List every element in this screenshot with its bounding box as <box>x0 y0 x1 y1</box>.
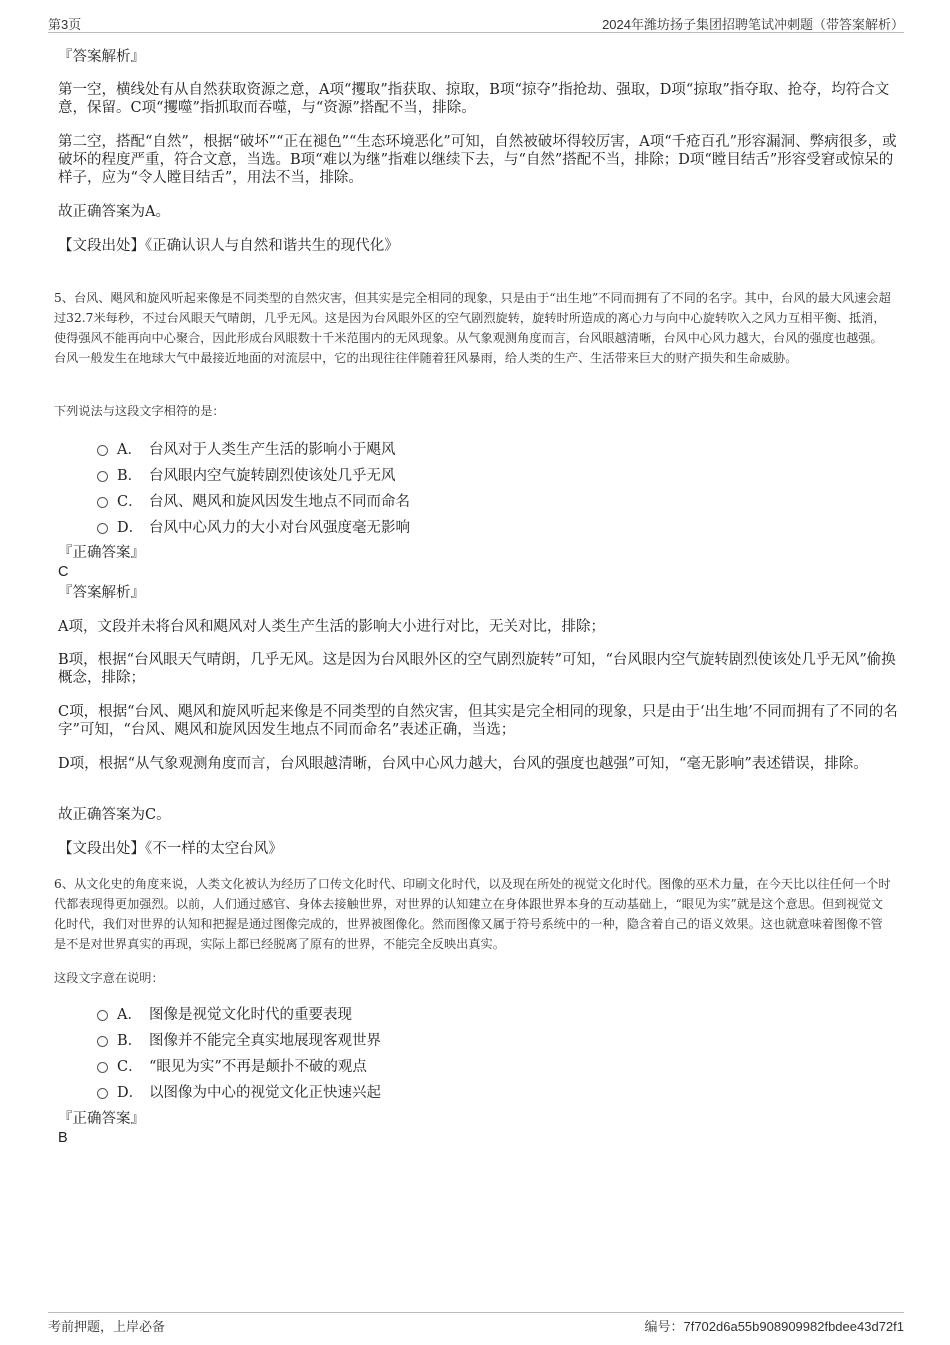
q6-prompt: 这段文字意在说明： <box>54 971 164 985</box>
q6-stem: 6、从文化史的角度来说，人类文化被认为经历了口传文化时代、印刷文化时代，以及现在所处的视觉文化时代。图像的巫术力量，在今天比以往任何一个时代都表现得更加强烈。以前，人们通过感官、身体去接触世界，对世界的认知建立在身体跟世界本身的互动基础上，“眼见为实”就是这个意思。但到视觉文化时代，我们对世界的认知和把握是通过图像完成的，世界被图像化。然而图像又属于符号系统中的一种，隐含着自己的语义效果。这也就意味着图像不管是不是对世界真实的再现，实际上都已经脱离了原有的世界，不能完全反映出真实。 <box>54 877 891 951</box>
q5-option-b[interactable]: B． 台风眼内空气旋转剧烈使该处几乎无风 <box>97 461 410 487</box>
q5-analysis-a: A项，文段并未将台风和飓风对人类生产生活的影响大小进行对比，无关对比，排除； <box>58 619 605 635</box>
prev-source: 【文段出处】《正确认识人与自然和谐共生的现代化》 <box>58 238 399 254</box>
q6-option-d[interactable]: D． 以图像为中心的视觉文化正快速兴起 <box>97 1078 381 1104</box>
prev-analysis-para1: 第一空，横线处有从自然获取资源之意，A项“攫取”指获取、掠取，B项“掠夺”指抢劫、强取，D项“掠取”指夺取、抢夺，均符合文意，保留。C项“攫噬”指抓取而吞噬，与“资源”搭配不当，排除。 <box>58 82 890 116</box>
q6-option-b[interactable]: B． 图像并不能完全真实地展现客观世界 <box>97 1026 381 1052</box>
radio-icon[interactable] <box>97 1010 108 1021</box>
footer-slogan: 考前押题，上岸必备 <box>48 1319 166 1334</box>
q6-options <box>97 1000 381 1104</box>
document-title: 2024年潍坊扬子集团招聘笔试冲刺题（带答案解析） <box>602 17 904 32</box>
page-header <box>48 12 904 33</box>
q5-analysis-d: D项，根据“从气象观测角度而言，台风眼越清晰，台风中心风力越大，台风的强度也越强”可知，“毫无影响”表述错误，排除。 <box>58 756 868 772</box>
q5-option-d[interactable]: D． 台风中心风力的大小对台风强度毫无影响 <box>97 513 410 539</box>
q5-analysis-b: B项，根据“台风眼天气晴朗，几乎无风。这是因为台风眼外区的空气剧烈旋转”可知，“台风眼内空气旋转剧烈使该处几乎无风”偷换概念，排除； <box>58 652 896 686</box>
radio-icon[interactable] <box>97 471 108 482</box>
radio-icon[interactable] <box>97 1036 108 1047</box>
q5-answer: C <box>58 564 69 580</box>
q6-option-c[interactable]: C． “眼见为实”不再是颠扑不破的观点 <box>97 1052 381 1078</box>
q5-option-a[interactable]: A． 台风对于人类生产生活的影响小于飓风 <box>97 435 410 461</box>
prev-conclusion: 故正确答案为A。 <box>58 204 170 220</box>
q5-options <box>97 435 410 539</box>
radio-icon[interactable] <box>97 497 108 508</box>
page-footer <box>48 1312 904 1333</box>
q5-analysis-label: 『答案解析』 <box>58 585 145 601</box>
radio-icon[interactable] <box>97 1062 108 1073</box>
q5-analysis-c: C项，根据“台风、飓风和旋风听起来像是不同类型的自然灾害，但其实是完全相同的现象，只是由于‘出生地’不同而拥有了不同的名字”可知，“台风、飓风和旋风因发生地点不同而命名”表述正确，当选； <box>58 704 898 738</box>
page-number: 第3页 <box>48 17 82 32</box>
document-id: 编号：7f702d6a55b908909982fbdee43d72f1 <box>644 1319 904 1334</box>
q5-answer-label: 『正确答案』 <box>58 545 145 561</box>
prev-analysis-label: 『答案解析』 <box>58 49 145 65</box>
q6-option-a[interactable]: A． 图像是视觉文化时代的重要表现 <box>97 1000 381 1026</box>
radio-icon[interactable] <box>97 1088 108 1099</box>
q5-stem: 5、台风、飓风和旋风听起来像是不同类型的自然灾害，但其实是完全相同的现象，只是由于“出生地”不同而拥有了不同的名字。其中，台风的最大风速会超过32.7米每秒，不过台风眼天气晴朗，几乎无风。这是因为台风眼外区的空气剧烈旋转，旋转时所造成的离心力与向中心旋转吹入之风力互相平衡、抵消，使得强风不能再向中心聚合，因此形成台风眼数十千米范围内的无风现象。从气象观测角度而言，台风眼越清晰，台风中心风力越大，台风的强度也越强。台风一般发生在地球大气中最接近地面的对流层中，它的出现往往伴随着狂风暴雨，给人类的生产、生活带来巨大的财产损失和生命威胁。 <box>54 291 891 365</box>
q5-option-c[interactable]: C． 台风、飓风和旋风因发生地点不同而命名 <box>97 487 410 513</box>
q5-prompt: 下列说法与这段文字相符的是： <box>54 404 225 418</box>
q6-answer: B <box>58 1130 68 1146</box>
q5-conclusion: 故正确答案为C。 <box>58 807 171 823</box>
q6-answer-label: 『正确答案』 <box>58 1111 145 1127</box>
q5-source: 【文段出处】《不一样的太空台风》 <box>58 841 283 857</box>
prev-analysis-para2: 第二空，搭配“自然”，根据“破坏”“正在褪色”“生态环境恶化”可知，自然被破坏得较厉害，A项“千疮百孔”形容漏洞、弊病很多，或破坏的程度严重，符合文意，当选。B项“难以为继”指难以继续下去，与“自然”搭配不当，排除；D项“瞠目结舌”形容受窘或惊呆的样子，应为“令人瞠目结舌”，用法不当，排除。 <box>58 134 897 186</box>
radio-icon[interactable] <box>97 523 108 534</box>
radio-icon[interactable] <box>97 445 108 456</box>
